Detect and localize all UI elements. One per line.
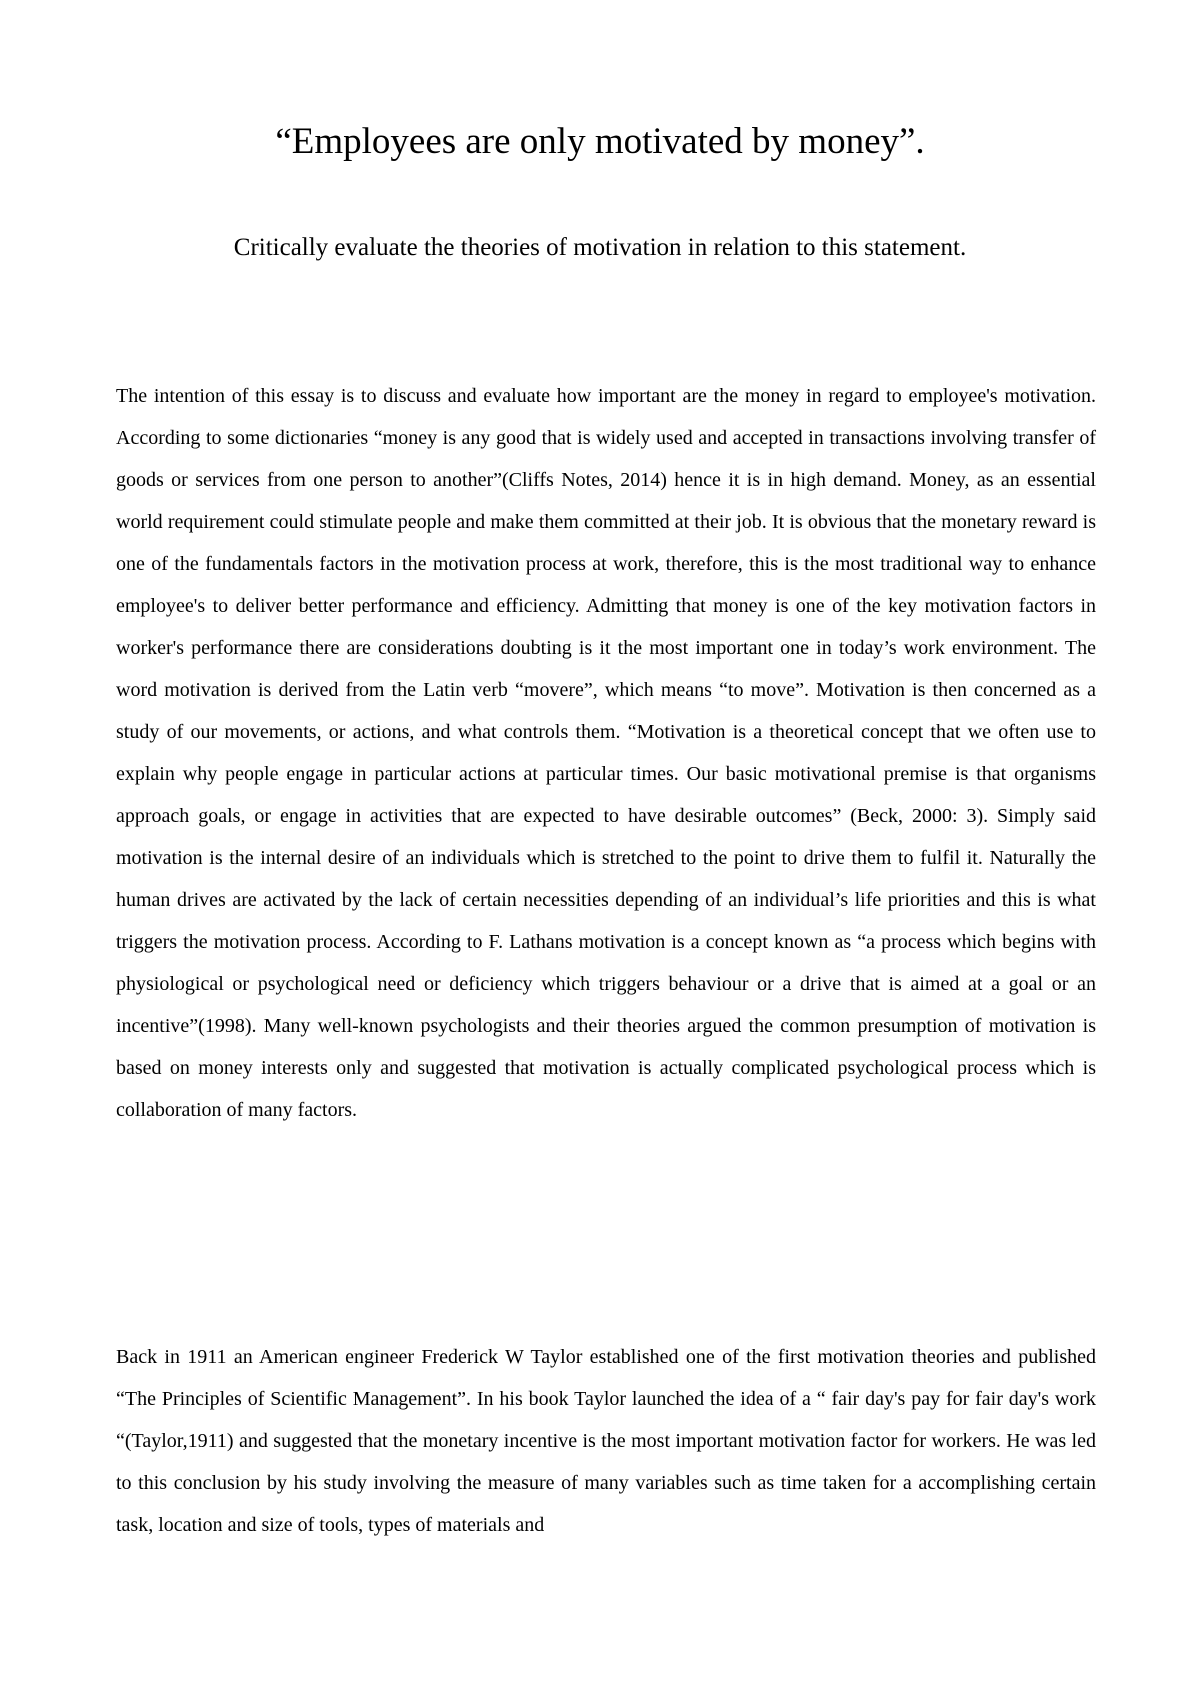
body-paragraph-1: The intention of this essay is to discuss and evaluate how important are the money in regard to employee's motivation. According to some dictionaries “money is any good that is widely used and accepted in transactions involving transfer of goods or services from one person to another”(Cliffs Notes, 2014) hence it is in high demand. Money, as an essential world requirement could stimulate people and make them committed at their job. It is obvious that the monetary reward is one of the fundamentals factors in the motivation process at work, therefore, this is the most traditional way to enhance employee's to deliver better performance and efficiency. Admitting that money is one of the key motivation factors in worker's performance there are considerations doubting is it the most important one in today’s work environment. The word motivation is derived from the Latin verb “movere”, which means “to move”. Motivation is then concerned as a study of our movements, or actions, and what controls them. “Motivation is a theoretical concept that we often use to explain why people engage in particular actions at particular times. Our basic motivational premise is that organisms approach goals, or engage in activities that are expected to have desirable outcomes” (Beck, 2000: 3). Simply said motivation is the internal desire of an individuals which is stretched to the point to drive them to fulfil it. Naturally the human drives are activated by the lack of certain necessities depending of an individual’s life priorities and this is what triggers the motivation process. According to F. Lathans motivation is a concept known as “a process which begins with physiological or psychological need or deficiency which triggers behaviour or a drive that is aimed at a goal or an incentive”(1998). Many well-known psychologists and their theories argued the common presumption of motivation is based on money interests only and suggested that motivation is actually complicated psychological process which is collaboration of many factors. bbox=[116, 385, 1096, 1121]
document-title: “Employees are only motivated by money”. bbox=[275, 121, 925, 162]
document-subtitle: Critically evaluate the theories of motivation in relation to this statement. bbox=[233, 234, 967, 261]
body-paragraph-2: Back in 1911 an American engineer Frederick W Taylor established one of the first motivation theories and published “The Principles of Scientific Management”. In his book Taylor launched the idea of a “ fair day's pay for fair day's work “(Taylor,1911) and suggested that the monetary incentive is the most important motivation factor for workers. He was led to this conclusion by his study involving the measure of many variables such as time taken for a accomplishing certain task, location and size of tools, types of materials and bbox=[116, 1346, 1096, 1536]
